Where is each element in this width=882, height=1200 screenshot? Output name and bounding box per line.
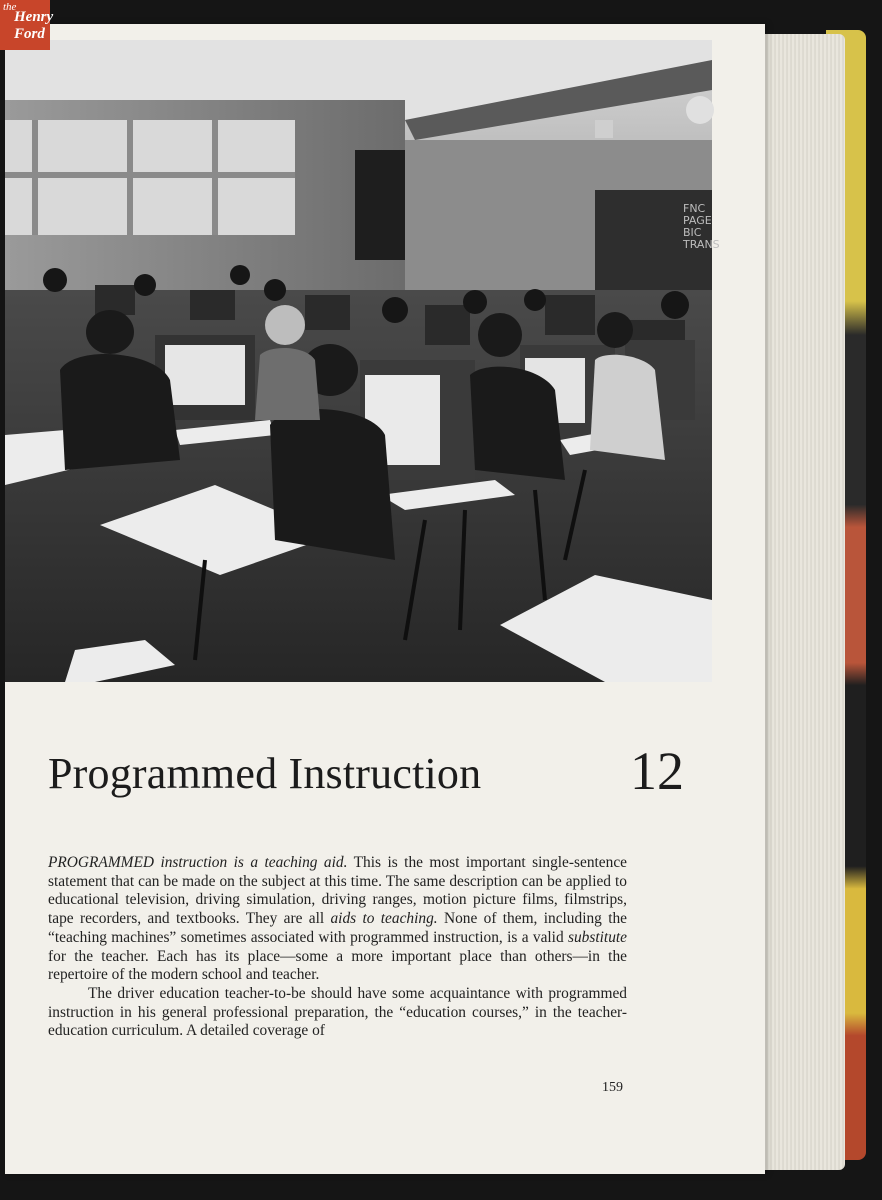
henry-ford-logo [0, 0, 54, 50]
p1-text-1: This is the most important single-sentence statement that can be made on the subject at this time. The same description can be applied to educational television, driving simulation, driving ranges, motion picture films, filmstrips, tape recorders, and textbooks. They are all [48, 854, 627, 928]
p1-text-2: None of them, including the “teaching machines” sometimes associated with programmed instruction, is a valid [48, 910, 627, 946]
p1-text-3: for the teacher. Each has its place—some a more important place than others—in the repertoire of the modern school and teacher. [48, 947, 627, 984]
logo-the: the [3, 1, 17, 13]
chapter-title: Programmed Instruction [48, 749, 482, 798]
p1-emphasis-2: substitute [568, 928, 627, 946]
paragraph-2: The driver education teacher-to-be should have some acquaintance with programmed instruction in his general professional preparation, the “education courses,” in the teacher-education curriculum. A detailed coverage of [48, 984, 627, 1040]
chalkboard-text-1: FNC [683, 202, 706, 215]
logo-henry: Henry [14, 9, 54, 25]
classroom-photo [5, 40, 720, 682]
chalkboard-text-4: TRANS [683, 238, 720, 251]
chalkboard-text-3: BIC [683, 226, 702, 239]
p1-emphasis-1: aids to teaching. [330, 910, 438, 928]
body-text [48, 854, 627, 1041]
logo-ford: Ford [14, 26, 45, 42]
lead-sentence: PROGRAMMED instruction is a teaching aid. [48, 854, 348, 871]
chalkboard-text-2: PAGE [683, 214, 712, 227]
chapter-number: 12 [630, 741, 684, 801]
paragraph-1 [48, 854, 627, 985]
page-number: 159 [602, 1080, 623, 1095]
